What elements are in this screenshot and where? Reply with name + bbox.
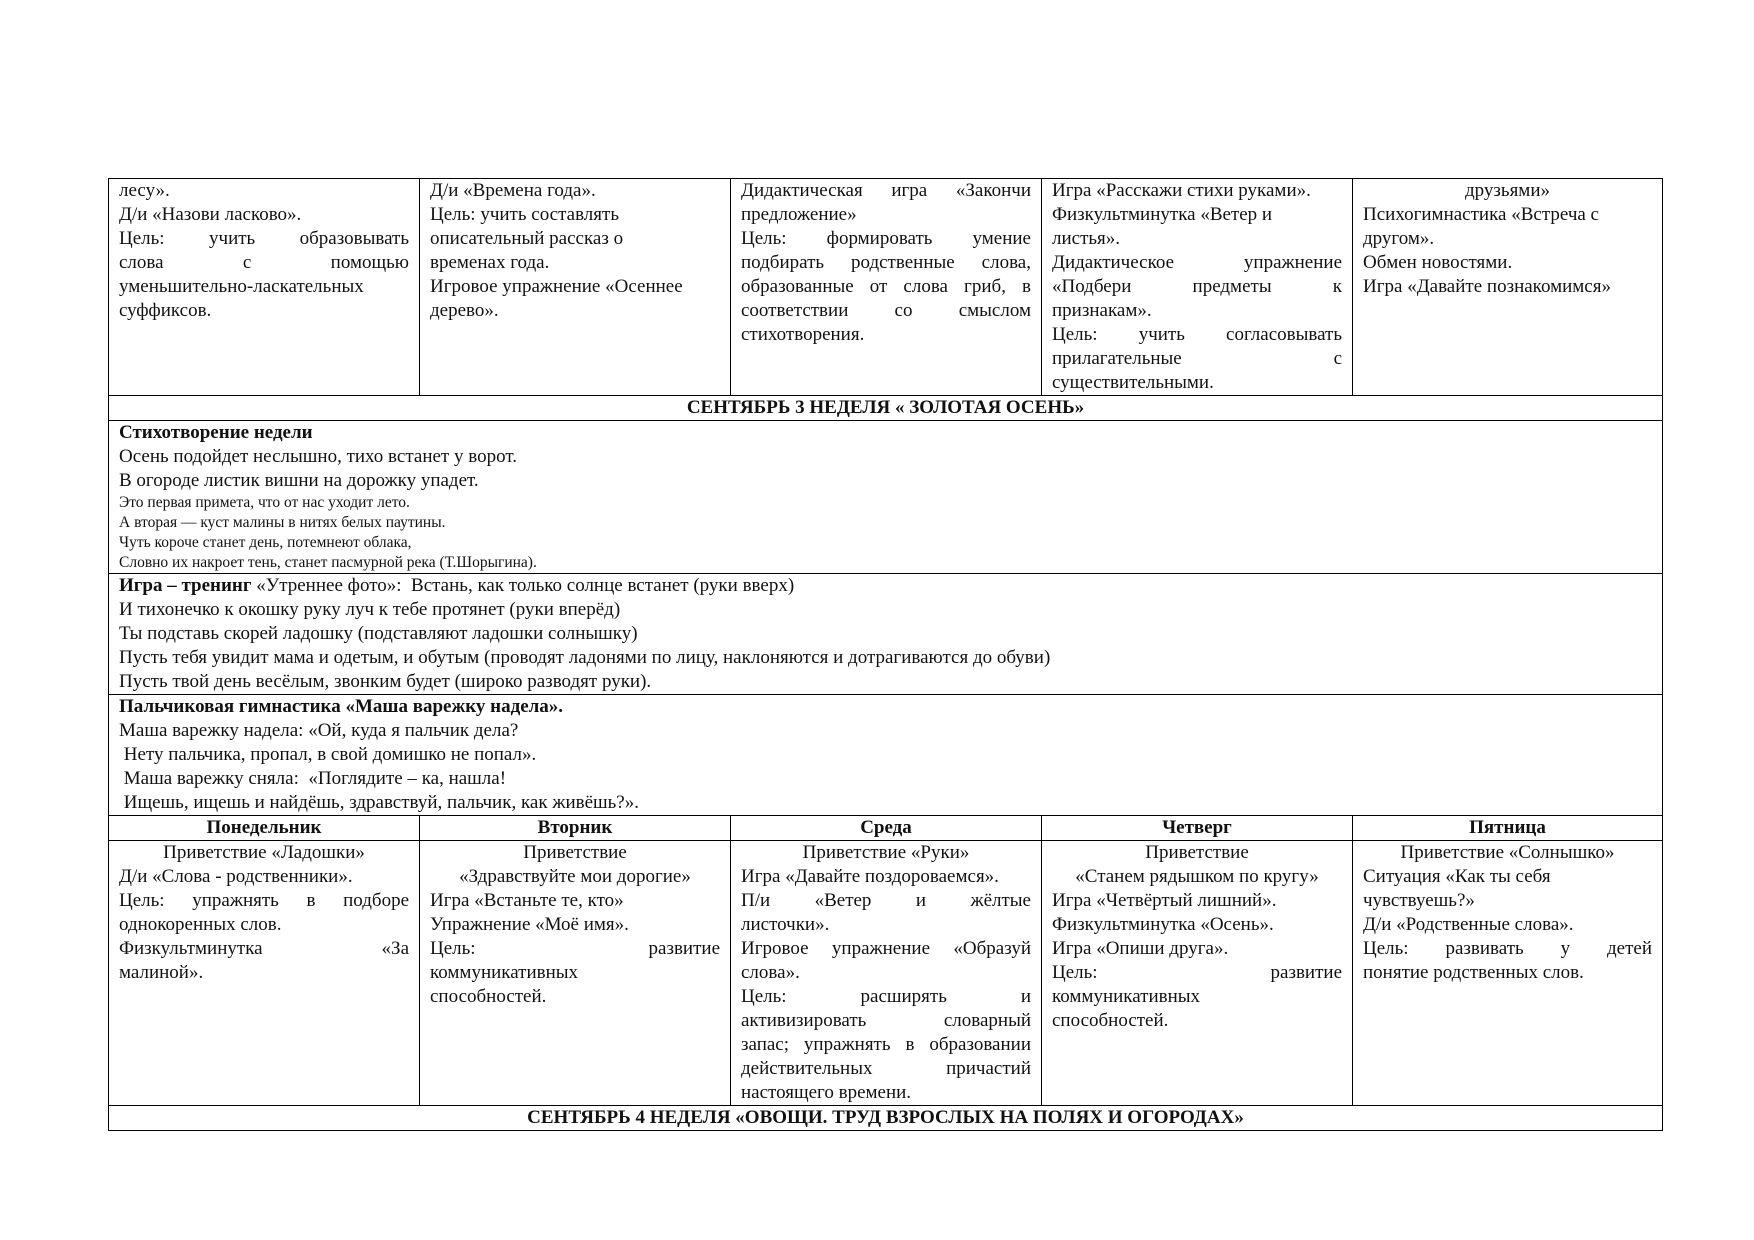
text-line: описательный рассказ о [430, 228, 624, 249]
text-line: Упражнение «Моё имя». [430, 914, 629, 935]
text-line: подбирать родственные слова, [741, 252, 1031, 273]
day-header-tuesday: Вторник [420, 816, 731, 841]
text-line: Цель: формировать умение [741, 228, 1031, 249]
text-line: Цель: развивать у детей [1363, 938, 1652, 959]
text-line: Игра «Давайте познакомимся» [1363, 276, 1611, 297]
text-line: Игра «Опиши друга». [1052, 938, 1229, 959]
text-line: предложение» [741, 204, 857, 225]
text-line: «Подбери предметы к [1052, 276, 1342, 297]
text-line: Цель: расширять и [741, 986, 1031, 1007]
text-line: Цель: развитие [1052, 962, 1342, 983]
text-line: способностей. [430, 986, 547, 1007]
text-line: суффиксов. [119, 300, 212, 321]
training-title: Игра – тренинг [119, 575, 252, 596]
week3-header-row [109, 396, 1663, 421]
text-line: коммуникативных [1052, 986, 1201, 1007]
text-line: Д/и «Назови ласково». [119, 204, 302, 225]
poem-line: А вторая — куст малины в нитях белых паутины. [119, 514, 446, 531]
week4-header-row [109, 1106, 1663, 1131]
poem-line: В огороде листик вишни на дорожку упадет. [119, 470, 479, 491]
text-line: друзьями» [1464, 180, 1551, 201]
week3-header: СЕНТЯБРЬ 3 НЕДЕЛЯ « ЗОЛОТАЯ ОСЕНЬ» [109, 396, 1663, 421]
text-line: чувствуешь?» [1363, 890, 1475, 911]
day-header-friday: Пятница [1353, 816, 1663, 841]
day-header-monday: Понедельник [109, 816, 420, 841]
text-line: коммуникативных [430, 962, 579, 983]
training-cell [109, 574, 1663, 695]
text-line: другом». [1363, 228, 1435, 249]
finger-title: Пальчиковая гимнастика «Маша варежку надела». [119, 696, 564, 717]
text-line: Игра «Расскажи стихи руками». [1052, 180, 1311, 201]
week-activities-row [109, 841, 1663, 1106]
top-cell-3 [731, 179, 1042, 396]
text-line: Психогимнастика «Встреча с [1363, 204, 1599, 225]
text-line: Ситуация «Как ты себя [1363, 866, 1551, 887]
text-line: понятие родственных слов. [1363, 962, 1584, 983]
poem-line: Осень подойдет неслышно, тихо встанет у ворот. [119, 446, 517, 467]
poem-line: Чуть короче станет день, потемнеют облака, [119, 534, 412, 551]
text-line: Цель: учить составлять [430, 204, 619, 225]
text-line: Физкультминутка «Осень». [1052, 914, 1274, 935]
finger-line: Маша варежку надела: «Ой, куда я пальчик дела? [119, 720, 519, 741]
text-line: Физкультминутка «Ветер и [1052, 204, 1273, 225]
text-line: листочки». [741, 914, 830, 935]
text-line: Игра «Давайте поздороваемся». [741, 866, 999, 887]
text-line: образованные от слова гриб, в [741, 276, 1031, 297]
text-line: Цель: упражнять в подборе [119, 890, 409, 911]
training-line: Пусть тебя увидит мама и одетым, и обутым (проводят ладонями по лицу, наклоняются и дотрагиваются до обуви) [119, 647, 1051, 668]
text-line: Игровое упражнение «Осеннее [430, 276, 683, 297]
text-line: Приветствие [523, 842, 627, 863]
training-row [109, 574, 1663, 695]
text-line: способностей. [1052, 1010, 1169, 1031]
text-line: соответствии со смыслом [741, 300, 1031, 321]
text-line: «Станем рядышком по кругу» [1075, 866, 1319, 887]
week4-header: СЕНТЯБРЬ 4 НЕДЕЛЯ «ОВОЩИ. ТРУД ВЗРОСЛЫХ НА ПОЛЯХ И ОГОРОДАХ» [109, 1106, 1663, 1131]
text-line: стихотворения. [741, 324, 865, 345]
top-cell-4 [1042, 179, 1353, 396]
poem-row [109, 421, 1663, 574]
text-line: признакам». [1052, 300, 1152, 321]
text-line: Цель: развитие [430, 938, 720, 959]
text-line: слова с помощью [119, 252, 409, 273]
finger-cell [109, 695, 1663, 816]
text-line: существительными. [1052, 372, 1214, 393]
text-line: Приветствие «Ладошки» [163, 842, 365, 863]
text-line: однокоренных слов. [119, 914, 282, 935]
text-line: «Здравствуйте мои дорогие» [459, 866, 691, 887]
text-line: уменьшительно-ласкательных [119, 276, 364, 297]
thursday-cell [1042, 841, 1353, 1106]
text-line: Д/и «Времена года». [430, 180, 596, 201]
text-line: активизировать словарный [741, 1010, 1031, 1031]
text-line: слова». [741, 962, 800, 983]
poem-cell [109, 421, 1663, 574]
plan-table [108, 178, 1663, 1131]
finger-line: Ищешь, ищешь и найдёшь, здравствуй, пальчик, как живёшь?». [119, 792, 639, 813]
training-line: Ты подставь скорей ладошку (подставляют ладошки солнышку) [119, 623, 638, 644]
text-line: П/и «Ветер и жёлтые [741, 890, 1031, 911]
top-cell-1 [109, 179, 420, 396]
training-line: «Утреннее фото»: Встань, как только солнце встанет (руки вверх) [251, 575, 795, 596]
poem-line: Словно их накроет тень, станет пасмурной река (Т.Шорыгина). [119, 554, 537, 571]
finger-row [109, 695, 1663, 816]
text-line: малиной». [119, 962, 204, 983]
text-line: настоящего времени. [741, 1082, 912, 1103]
text-line: Цель: учить образовывать [119, 228, 409, 249]
day-header-thursday: Четверг [1042, 816, 1353, 841]
text-line: листья». [1052, 228, 1121, 249]
text-line: Цель: учить согласовывать [1052, 324, 1342, 345]
text-line: временах года. [430, 252, 550, 273]
text-line: Приветствие [1145, 842, 1249, 863]
finger-line: Маша варежку сняла: «Поглядите – ка, нашла! [119, 768, 507, 789]
training-line: И тихонечко к окошку руку луч к тебе протянет (руки вперёд) [119, 599, 621, 620]
text-line: Игра «Четвёртый лишний». [1052, 890, 1277, 911]
text-line: Игровое упражнение «Образуй [741, 938, 1031, 959]
text-line: Физкультминутка «За [119, 938, 409, 959]
text-line: Приветствие «Руки» [802, 842, 970, 863]
training-line: Пусть твой день весёлым, звонким будет (широко разводят руки). [119, 671, 652, 692]
days-header-row [109, 816, 1663, 841]
poem-title: Стихотворение недели [119, 422, 313, 443]
finger-line: Нету пальчика, пропал, в свой домишко не попал». [119, 744, 537, 765]
monday-cell [109, 841, 420, 1106]
wednesday-cell [731, 841, 1042, 1106]
day-header-wednesday: Среда [731, 816, 1042, 841]
top-cell-2 [420, 179, 731, 396]
text-line: лесу». [119, 180, 170, 201]
friday-cell [1353, 841, 1663, 1106]
tuesday-cell [420, 841, 731, 1106]
top-cell-5 [1353, 179, 1663, 396]
text-line: прилагательные с [1052, 348, 1342, 369]
text-line: дерево». [430, 300, 499, 321]
text-line: запас; упражнять в образовании [741, 1034, 1031, 1055]
text-line: действительных причастий [741, 1058, 1031, 1079]
text-line: Игра «Встаньте те, кто» [430, 890, 624, 911]
text-line: Д/и «Слова - родственники». [119, 866, 353, 887]
poem-line: Это первая примета, что от нас уходит лето. [119, 494, 410, 511]
text-line: Обмен новостями. [1363, 252, 1513, 273]
text-line: Дидактическое упражнение [1052, 252, 1342, 273]
text-line: Д/и «Родственные слова». [1363, 914, 1574, 935]
top-activities-row [109, 179, 1663, 396]
text-line: Приветствие «Солнышко» [1400, 842, 1615, 863]
text-line: Дидактическая игра «Закончи [741, 180, 1031, 201]
